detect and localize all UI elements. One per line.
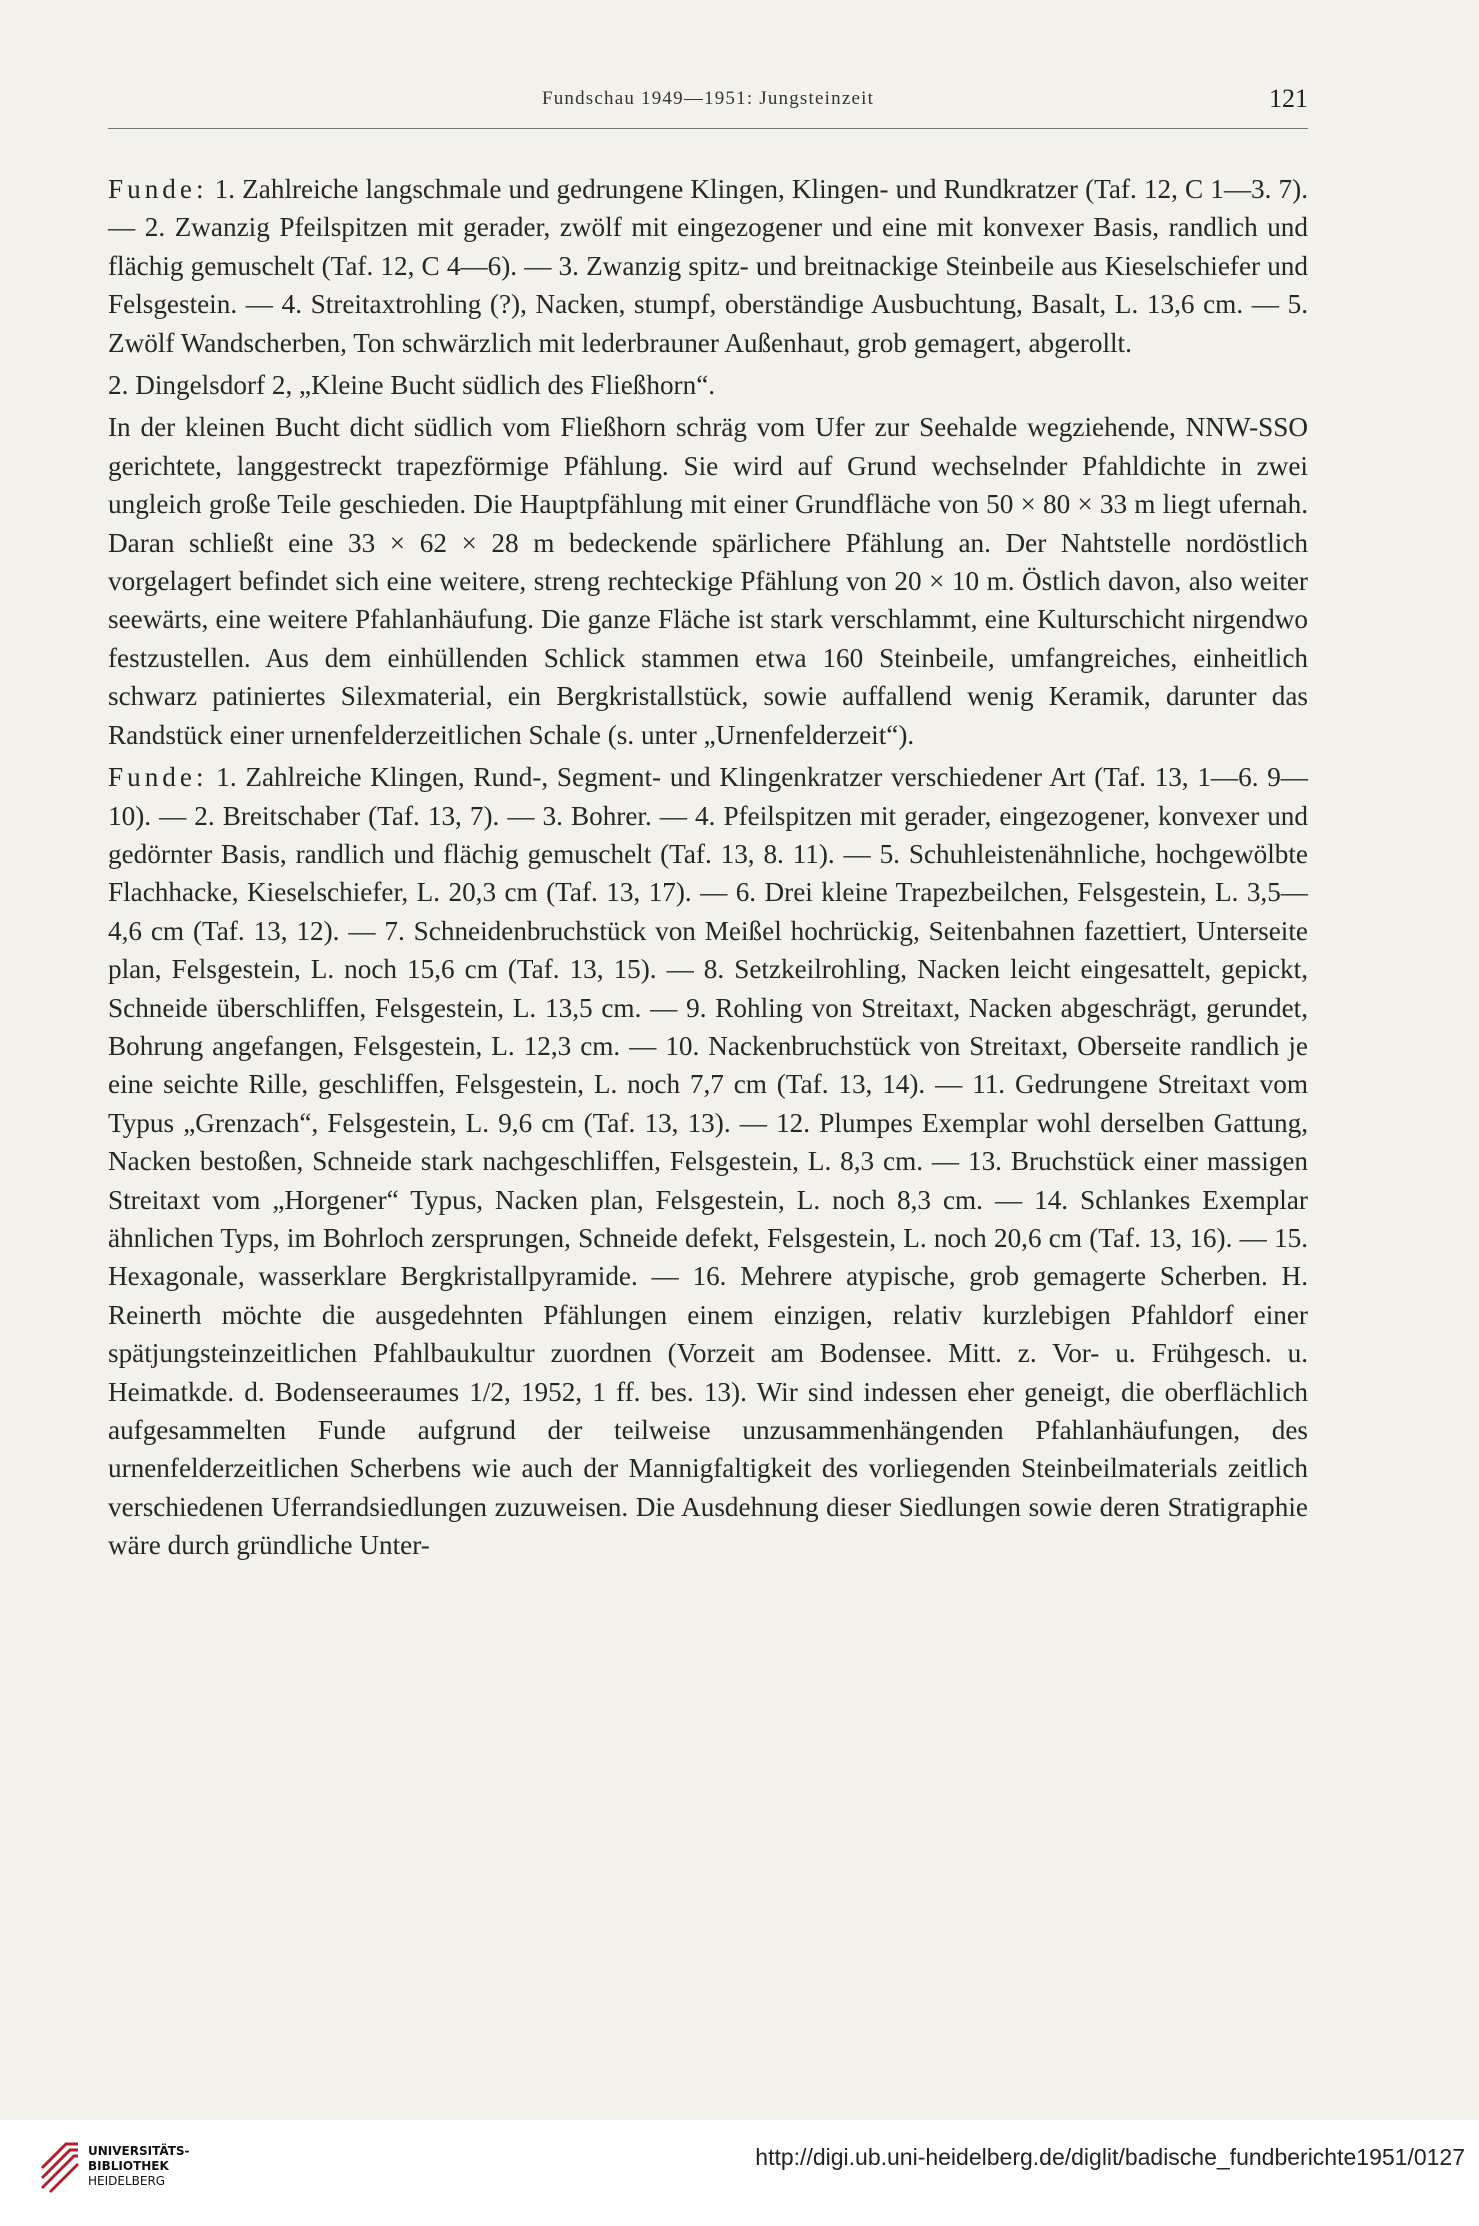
library-name — [88, 2144, 190, 2189]
finds-label: Funde: — [108, 762, 208, 793]
finds-paragraph-1 — [108, 170, 1308, 362]
body-text — [108, 170, 1308, 1569]
page-number: 121 — [1269, 84, 1308, 113]
ub-heidelberg-logo-icon — [36, 2130, 84, 2202]
site-heading: 2. Dingelsdorf 2, „Kleine Bucht südlich des Fließhorn“. — [108, 370, 716, 401]
finds-paragraph-2 — [108, 758, 1308, 1565]
site-description: In der kleinen Bucht dicht südlich vom Fließhorn schräg vom Ufer zur Seehalde wegziehende, NNW-SSO gerichtete, langgestreckt trapezförmige Pfählung. Sie wird auf Grund wechselnder Pfahldichte in zwei ungleich große Teile geschieden. Die Hauptpfählung mit einer Grundfläche von 50 × 80 × 33 m liegt ufernah. Daran schließt eine 33 × 62 × 28 m bedeckende spärlichere Pfählung an. Der Nahtstelle nordöstlich vorgelagert befindet sich eine weitere, streng rechteckige Pfählung von 20 × 10 m. Östlich davon, also weiter seewärts, eine weitere Pfahlanhäufung. Die ganze Fläche ist stark verschlammt, eine Kulturschicht nirgendwo festzustellen. Aus dem einhüllenden Schlick stammen etwa 160 Steinbeile, umfangreiches, einheitlich schwarz patiniertes Silexmaterial, ein Bergkristallstück, sowie auffallend wenig Keramik, darunter das Randstück einer urnenfelderzeitlichen Schale (s. unter „Urnenfelderzeit“). — [108, 412, 1308, 750]
header-rule — [108, 128, 1308, 129]
page-header — [108, 84, 1308, 128]
running-head: Fundschau 1949—1951: Jungsteinzeit — [541, 88, 875, 109]
finds-text: 1. Zahlreiche langschmale und gedrungene Klingen, Klingen- und Rundkratzer (Taf. 12, C 1—3. 7). — 2. Zwanzig Pfeilspitzen mit gerader, zwölf mit eingezogener und eine mit konvexer Basis, randlich und flächig gemuschelt (Taf. 12, C 4—6). — 3. Zwanzig spitz- und breitnackige Steinbeile aus Kieselschiefer und Felsgestein. — 4. Streitaxtrohling (?), Nacken, stumpf, oberständige Ausbuchtung, Basalt, L. 13,6 cm. — 5. Zwölf Wandscherben, Ton schwärzlich mit lederbrauner Außenhaut, grob gemagert, abgerollt. — [108, 174, 1308, 358]
finds-text: 1. Zahlreiche Klingen, Rund-, Segment- und Klingenkratzer verschiedener Art (Taf. 13, 1—6. 9—10). — 2. Breitschaber (Taf. 13, 7). — 3. Bohrer. — 4. Pfeilspitzen mit gerader, eingezogener, konvexer und gedörnter Basis, randlich und flächig gemuschelt (Taf. 13, 8. 11). — 5. Schuhleistenähnliche, hochgewölbte Flachhacke, Kieselschiefer, L. 20,3 cm (Taf. 13, 17). — 6. Drei kleine Trapezbeilchen, Felsgestein, L. 3,5—4,6 cm (Taf. 13, 12). — 7. Schneidenbruchstück von Meißel hochrückig, Seitenbahnen fazettiert, Unterseite plan, Felsgestein, L. noch 15,6 cm (Taf. 13, 15). — 8. Setzkeilrohling, Nacken leicht eingesattelt, gepickt, Schneide überschliffen, Felsgestein, L. 13,5 cm. — 9. Rohling von Streitaxt, Nacken abgeschrägt, gerundet, Bohrung angefangen, Felsgestein, L. 12,3 cm. — 10. Nackenbruchstück von Streitaxt, Oberseite randlich je eine seichte Rille, geschliffen, Felsgestein, L. noch 7,7 cm (Taf. 13, 14). — 11. Gedrungene Streitaxt vom Typus „Grenzach“, Felsgestein, L. 9,6 cm (Taf. 13, 13). — 12. Plumpes Exemplar wohl derselben Gattung, Nacken bestoßen, Schneide stark nachgeschliffen, Felsgestein, L. 8,3 cm. — 13. Bruchstück einer massigen Streitaxt vom „Horgener“ Typus, Nacken plan, Felsgestein, L. noch 8,3 cm. — 14. Schlankes Exemplar ähnlichen Typs, im Bohrloch zersprungen, Schneide defekt, Felsgestein, L. noch 20,6 cm (Taf. 13, 16). — 15. Hexagonale, wasserklare Bergkristallpyramide. — 16. Mehrere atypische, grob gemagerte Scherben. H. Reinerth möchte die ausgedehnten Pfählungen einem einzigen, relativ kurzlebigen Pfahldorf einer spätjungsteinzeitlichen Pfahlbaukultur zuordnen (Vorzeit am Bodensee. Mitt. z. Vor- u. Frühgesch. u. Heimatkde. d. Bodenseeraumes 1/2, 1952, 1 ff. bes. 13). Wir sind indessen eher geneigt, die oberflächlich aufgesammelten Funde aufgrund der teilweise unzusammenhängenden Pfahlanhäufungen, des urnenfelderzeitlichen Scherbens wie auch der Mannigfaltigkeit des vorliegenden Steinbeilmaterials zeitlich verschiedenen Uferrandsiedlungen zuzuweisen. Die Ausdehnung dieser Siedlungen sowie deren Stratigraphie wäre durch gründliche Unter- — [108, 762, 1308, 1561]
library-line-3: HEIDELBERG — [88, 2174, 166, 2188]
digitization-footer — [0, 2120, 1479, 2226]
library-line-1: UNIVERSITÄTS- — [88, 2144, 190, 2158]
finds-label: Funde: — [108, 174, 208, 204]
library-line-2: BIBLIOTHEK — [88, 2159, 169, 2173]
permalink-url[interactable]: http://digi.ub.uni-heidelberg.de/diglit/badische_fundberichte1951/0127 — [755, 2144, 1465, 2170]
